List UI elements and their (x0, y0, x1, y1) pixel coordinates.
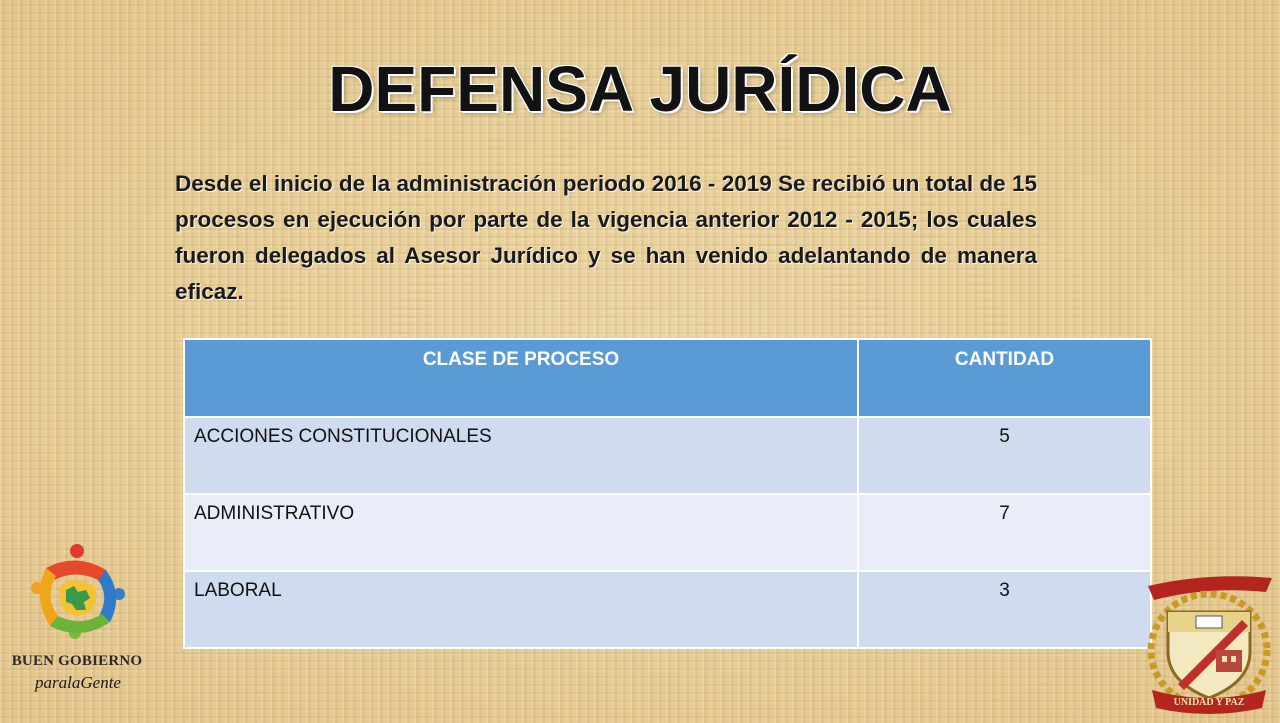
table-header-row (184, 339, 1151, 417)
municipal-shield-logo (1138, 572, 1280, 718)
table-row (184, 494, 1151, 571)
cell-cantidad: 5 (858, 417, 1151, 494)
coat-of-arms-icon (1138, 572, 1280, 718)
brand-line-1: BUEN GOBIERNO (11, 653, 143, 669)
cell-clase: LABORAL (184, 571, 858, 648)
cell-clase: ACCIONES CONSTITUCIONALES (184, 417, 858, 494)
intro-paragraph: Desde el inicio de la administración periodo 2016 - 2019 Se recibió un total de 15 procesos en ejecución por parte de la vigencia anterior 2012 - 2015; los cuales fueron delegados al Asesor Jurídico y se han venido adelantando de manera eficaz. (175, 171, 1037, 304)
table-row (184, 571, 1151, 648)
processes-table (183, 338, 1152, 649)
cell-cantidad: 3 (858, 571, 1151, 648)
buen-gobierno-logo (6, 540, 148, 715)
cell-cantidad: 7 (858, 494, 1151, 571)
table-row (184, 417, 1151, 494)
brand-line-2: paralaGente (35, 673, 121, 692)
buen-gobierno-emblem-icon (6, 540, 148, 650)
cell-clase: ADMINISTRATIVO (184, 494, 858, 571)
slide-title: DEFENSA JURÍDICA (328, 53, 952, 125)
header-cantidad: CANTIDAD (858, 339, 1151, 417)
shield-motto-text: UNIDAD Y PAZ (1173, 697, 1245, 708)
header-clase-de-proceso: CLASE DE PROCESO (184, 339, 858, 417)
